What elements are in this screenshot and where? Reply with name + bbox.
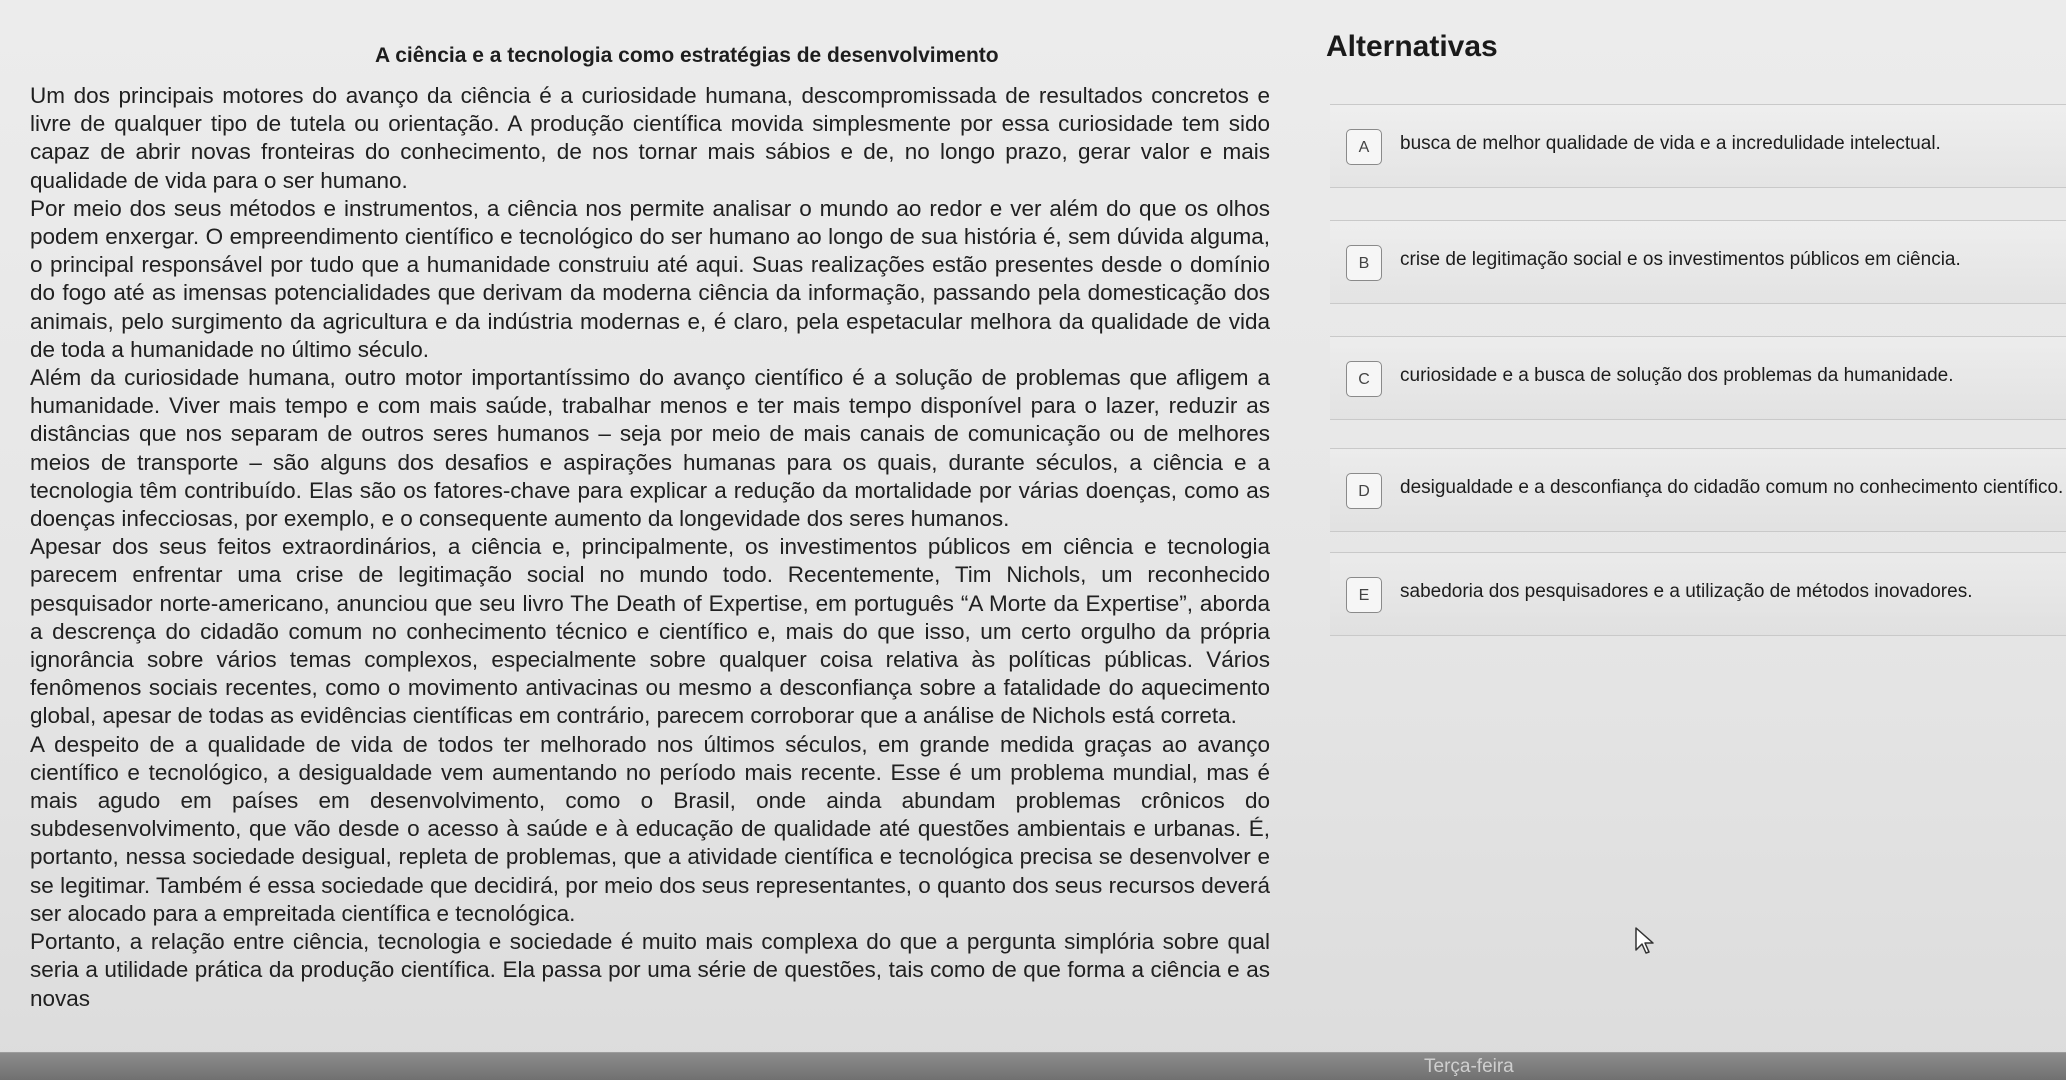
alternative-option-c[interactable]: [1330, 336, 2066, 420]
article-paragraph: Apesar dos seus feitos extraordinários, a ciência e, principalmente, os investimentos públicos em ciência e tecnologia parecem enfrentar uma crise de legitimação social no mundo todo. Recentemente, Tim Nichols, um reconhecido pesquisador norte-americano, anunciou que seu livro The Death of Expertise, em português “A Morte da Expertise”, aborda a descrença do cidadão comum no conhecimento técnico e científico e, mais do que isso, um certo orgulho da própria ignorância sobre vários temas complexos, especialmente sobre qualquer coisa relativa às políticas públicas. Vários fenômenos sociais recentes, como o movimento antivacinas ou mesmo a desconfiança sobre a fatalidade do aquecimento global, apesar de todas as evidências científicas em contrário, parecem corroborar que a análise de Nichols está correta.: [30, 534, 1270, 729]
option-text-e: sabedoria dos pesquisadores e a utilização de métodos inovadores.: [1400, 581, 1973, 602]
alternative-option-b[interactable]: [1330, 220, 2066, 304]
option-letter-b[interactable]: B: [1346, 245, 1382, 281]
mouse-pointer-icon: [1634, 926, 1656, 956]
option-text-c: curiosidade e a busca de solução dos problemas da humanidade.: [1400, 365, 1954, 386]
option-text-a: busca de melhor qualidade de vida e a incredulidade intelectual.: [1400, 133, 1941, 154]
option-letter-d[interactable]: D: [1346, 473, 1382, 509]
option-text-d: desigualdade e a desconfiança do cidadão comum no conhecimento científico.: [1400, 477, 2064, 498]
alternatives-panel: [1300, 20, 2066, 1020]
article-paragraph: Além da curiosidade humana, outro motor importantíssimo do avanço científico é a solução de problemas que afligem a humanidade. Viver mais tempo e com mais saúde, trabalhar menos e ter mais tempo disponível para o lazer, reduzir as distâncias que nos separam de outros seres humanos – seja por meio de mais canais de comunicação ou de melhores meios de transporte – são alguns dos desafios e aspirações humanas para os quais, durante séculos, a ciência e a tecnologia têm contribuído. Elas são os fatores-chave para explicar a redução da mortalidade por várias doenças, como as doenças infecciosas, por exemplo, e o consequente aumento da longevidade dos seres humanos.: [30, 365, 1270, 532]
option-letter-e[interactable]: E: [1346, 577, 1382, 613]
alternative-option-e[interactable]: [1330, 552, 2066, 636]
article-body: [30, 82, 1270, 1013]
article-paragraph: Portanto, a relação entre ciência, tecnologia e sociedade é muito mais complexa do que a pergunta simplória sobre qual seria a utilidade prática da produção científica. Ela passa por uma série de questões, tais como de que forma a ciência e as novas: [30, 929, 1270, 1011]
article-title: A ciência e a tecnologia como estratégias de desenvolvimento: [375, 44, 999, 67]
article-paragraph: Por meio dos seus métodos e instrumentos, a ciência nos permite analisar o mundo ao redor e ver além do que os olhos podem enxergar. O empreendimento científico e tecnológico do ser humano ao longo de sua história é, sem dúvida alguma, o principal responsável por tudo que a humanidade construiu até aqui. Suas realizações estão presentes desde o domínio do fogo até as imensas potencialidades que derivam da moderna ciência da informação, passando pela domesticação dos animais, pelo surgimento da agricultura e da indústria modernas e, é claro, pela espetacular melhora da qualidade de vida de toda a humanidade no último século.: [30, 195, 1270, 362]
reading-text-panel: [30, 44, 1270, 1019]
taskbar: [0, 1052, 2066, 1080]
taskbar-day-label: Terça-feira: [1424, 1056, 1514, 1077]
article-paragraph: Um dos principais motores do avanço da ciência é a curiosidade humana, descompromissada de resultados concretos e livre de qualquer tipo de tutela ou orientação. A produção científica movida simplesmente por essa curiosidade tem sido capaz de abrir novas fronteiras do conhecimento, de nos tornar mais sábios e de, no longo prazo, gerar valor e mais qualidade de vida para o ser humano.: [30, 83, 1270, 193]
article-paragraph: A despeito de a qualidade de vida de todos ter melhorado nos últimos séculos, em grande medida graças ao avanço científico e tecnológico, a desigualdade vem aumentando no período mais recente. Esse é um problema mundial, mas é mais agudo em países em desenvolvimento, como o Brasil, onde ainda abundam problemas crônicos do subdesenvolvimento, que vão desde o acesso à saúde e à educação de qualidade até questões ambientais e urbanas. É, portanto, nessa sociedade desigual, repleta de problemas, que a atividade científica e tecnológica precisa se desenvolver e se legitimar. Também é essa sociedade que decidirá, por meio dos seus representantes, o quanto dos seus recursos deverá ser alocado para a empreitada científica e tecnológica.: [30, 731, 1270, 926]
alternative-option-d[interactable]: [1330, 448, 2066, 532]
alternative-option-a[interactable]: [1330, 104, 2066, 188]
option-text-b: crise de legitimação social e os investimentos públicos em ciência.: [1400, 249, 1961, 270]
option-letter-a[interactable]: A: [1346, 129, 1382, 165]
alternatives-heading: Alternativas: [1326, 30, 1498, 63]
option-letter-c[interactable]: C: [1346, 361, 1382, 397]
